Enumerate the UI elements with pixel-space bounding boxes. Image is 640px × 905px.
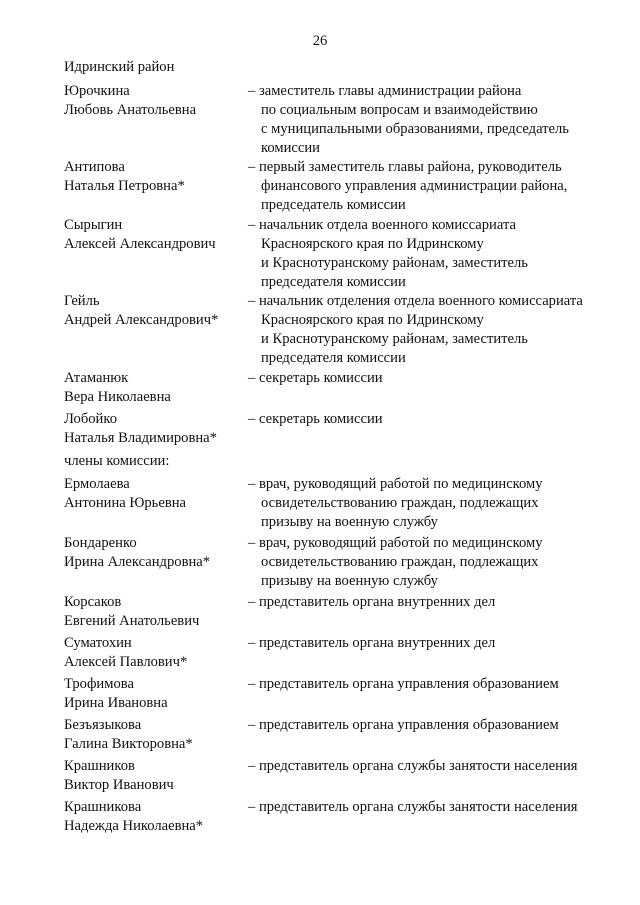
role-continuation: по социальным вопросам и взаимодействию с муниципальными образованиями, председатель комиссии — [261, 102, 569, 156]
given-names: Вера Николаевна — [64, 389, 171, 405]
role-first-line: – представитель органа службы занятости населения — [248, 799, 578, 815]
role-first-line: – начальник отделения отдела военного комиссариата — [248, 293, 583, 309]
role-continuation: освидетельствованию граждан, подлежащих призыву на военную службу — [261, 495, 539, 530]
person-name — [64, 757, 244, 795]
person-name — [64, 634, 244, 672]
given-names: Ирина Александровна* — [64, 554, 211, 570]
surname: Гейль — [64, 293, 100, 309]
role-first-line: – первый заместитель главы района, руководитель — [248, 159, 562, 175]
role-first-line: – врач, руководящий работой по медицинскому — [248, 535, 543, 551]
surname: Безъязыкова — [64, 717, 142, 733]
surname: Трофимова — [64, 676, 134, 692]
role-continuation: Красноярского края по Идринскому и Краснотуранскому районам, заместитель председателя комиссии — [261, 236, 528, 290]
person-role — [248, 292, 598, 368]
person-role — [248, 158, 598, 215]
person-role — [248, 534, 598, 591]
surname: Атаманюк — [64, 370, 129, 386]
role-first-line: – представитель органа внутренних дел — [248, 594, 496, 610]
given-names: Наталья Владимировна* — [64, 430, 217, 446]
surname: Лобойко — [64, 411, 118, 427]
role-continuation: освидетельствованию граждан, подлежащих призыву на военную службу — [261, 554, 539, 589]
given-names: Любовь Анатольевна — [64, 102, 197, 118]
person-name — [64, 475, 244, 513]
role-first-line: – врач, руководящий работой по медицинскому — [248, 476, 543, 492]
role-first-line: – представитель органа службы занятости населения — [248, 758, 578, 774]
given-names: Ирина Ивановна — [64, 695, 168, 711]
members-label: члены комиссии: — [64, 453, 170, 469]
person-role — [248, 369, 598, 388]
given-names: Антонина Юрьевна — [64, 495, 186, 511]
surname: Крашников — [64, 758, 135, 774]
person-role — [248, 410, 598, 429]
role-continuation: финансового управления администрации района, председатель комиссии — [261, 178, 568, 213]
person-role — [248, 82, 598, 158]
person-name — [64, 716, 244, 754]
person-name — [64, 292, 244, 330]
given-names: Галина Викторовна* — [64, 736, 193, 752]
given-names: Алексей Александрович — [64, 236, 216, 252]
person-name — [64, 798, 244, 836]
surname: Ермолаева — [64, 476, 130, 492]
person-role — [248, 716, 598, 735]
person-name — [64, 675, 244, 713]
person-name — [64, 369, 244, 407]
role-continuation: Красноярского края по Идринскому и Краснотуранскому районам, заместитель председателя комиссии — [261, 312, 528, 366]
role-first-line: – представитель органа управления образованием — [248, 676, 559, 692]
person-role — [248, 675, 598, 694]
person-name — [64, 82, 244, 120]
given-names: Надежда Николаевна* — [64, 818, 204, 834]
role-first-line: – начальник отдела военного комиссариата — [248, 217, 516, 233]
person-name — [64, 216, 244, 254]
given-names: Андрей Александрович* — [64, 312, 219, 328]
role-first-line: – секретарь комиссии — [248, 411, 383, 427]
given-names: Наталья Петровна* — [64, 178, 185, 194]
surname: Суматохин — [64, 635, 132, 651]
person-name — [64, 410, 244, 448]
person-name — [64, 593, 244, 631]
surname: Сырыгин — [64, 217, 123, 233]
person-name — [64, 534, 244, 572]
person-role — [248, 798, 598, 817]
surname: Юрочкина — [64, 83, 130, 99]
role-first-line: – секретарь комиссии — [248, 370, 383, 386]
person-role — [248, 475, 598, 532]
given-names: Виктор Иванович — [64, 777, 174, 793]
given-names: Евгений Анатольевич — [64, 613, 200, 629]
person-name — [64, 158, 244, 196]
person-role — [248, 634, 598, 653]
surname: Крашникова — [64, 799, 142, 815]
person-role — [248, 757, 598, 776]
page-number: 26 — [312, 33, 328, 49]
role-first-line: – представитель органа управления образованием — [248, 717, 559, 733]
given-names: Алексей Павлович* — [64, 654, 188, 670]
person-role — [248, 216, 598, 292]
district-heading: Идринский район — [64, 59, 175, 75]
role-first-line: – заместитель главы администрации района — [248, 83, 522, 99]
role-first-line: – представитель органа внутренних дел — [248, 635, 496, 651]
surname: Антипова — [64, 159, 125, 175]
surname: Корсаков — [64, 594, 122, 610]
person-role — [248, 593, 598, 612]
surname: Бондаренко — [64, 535, 137, 551]
